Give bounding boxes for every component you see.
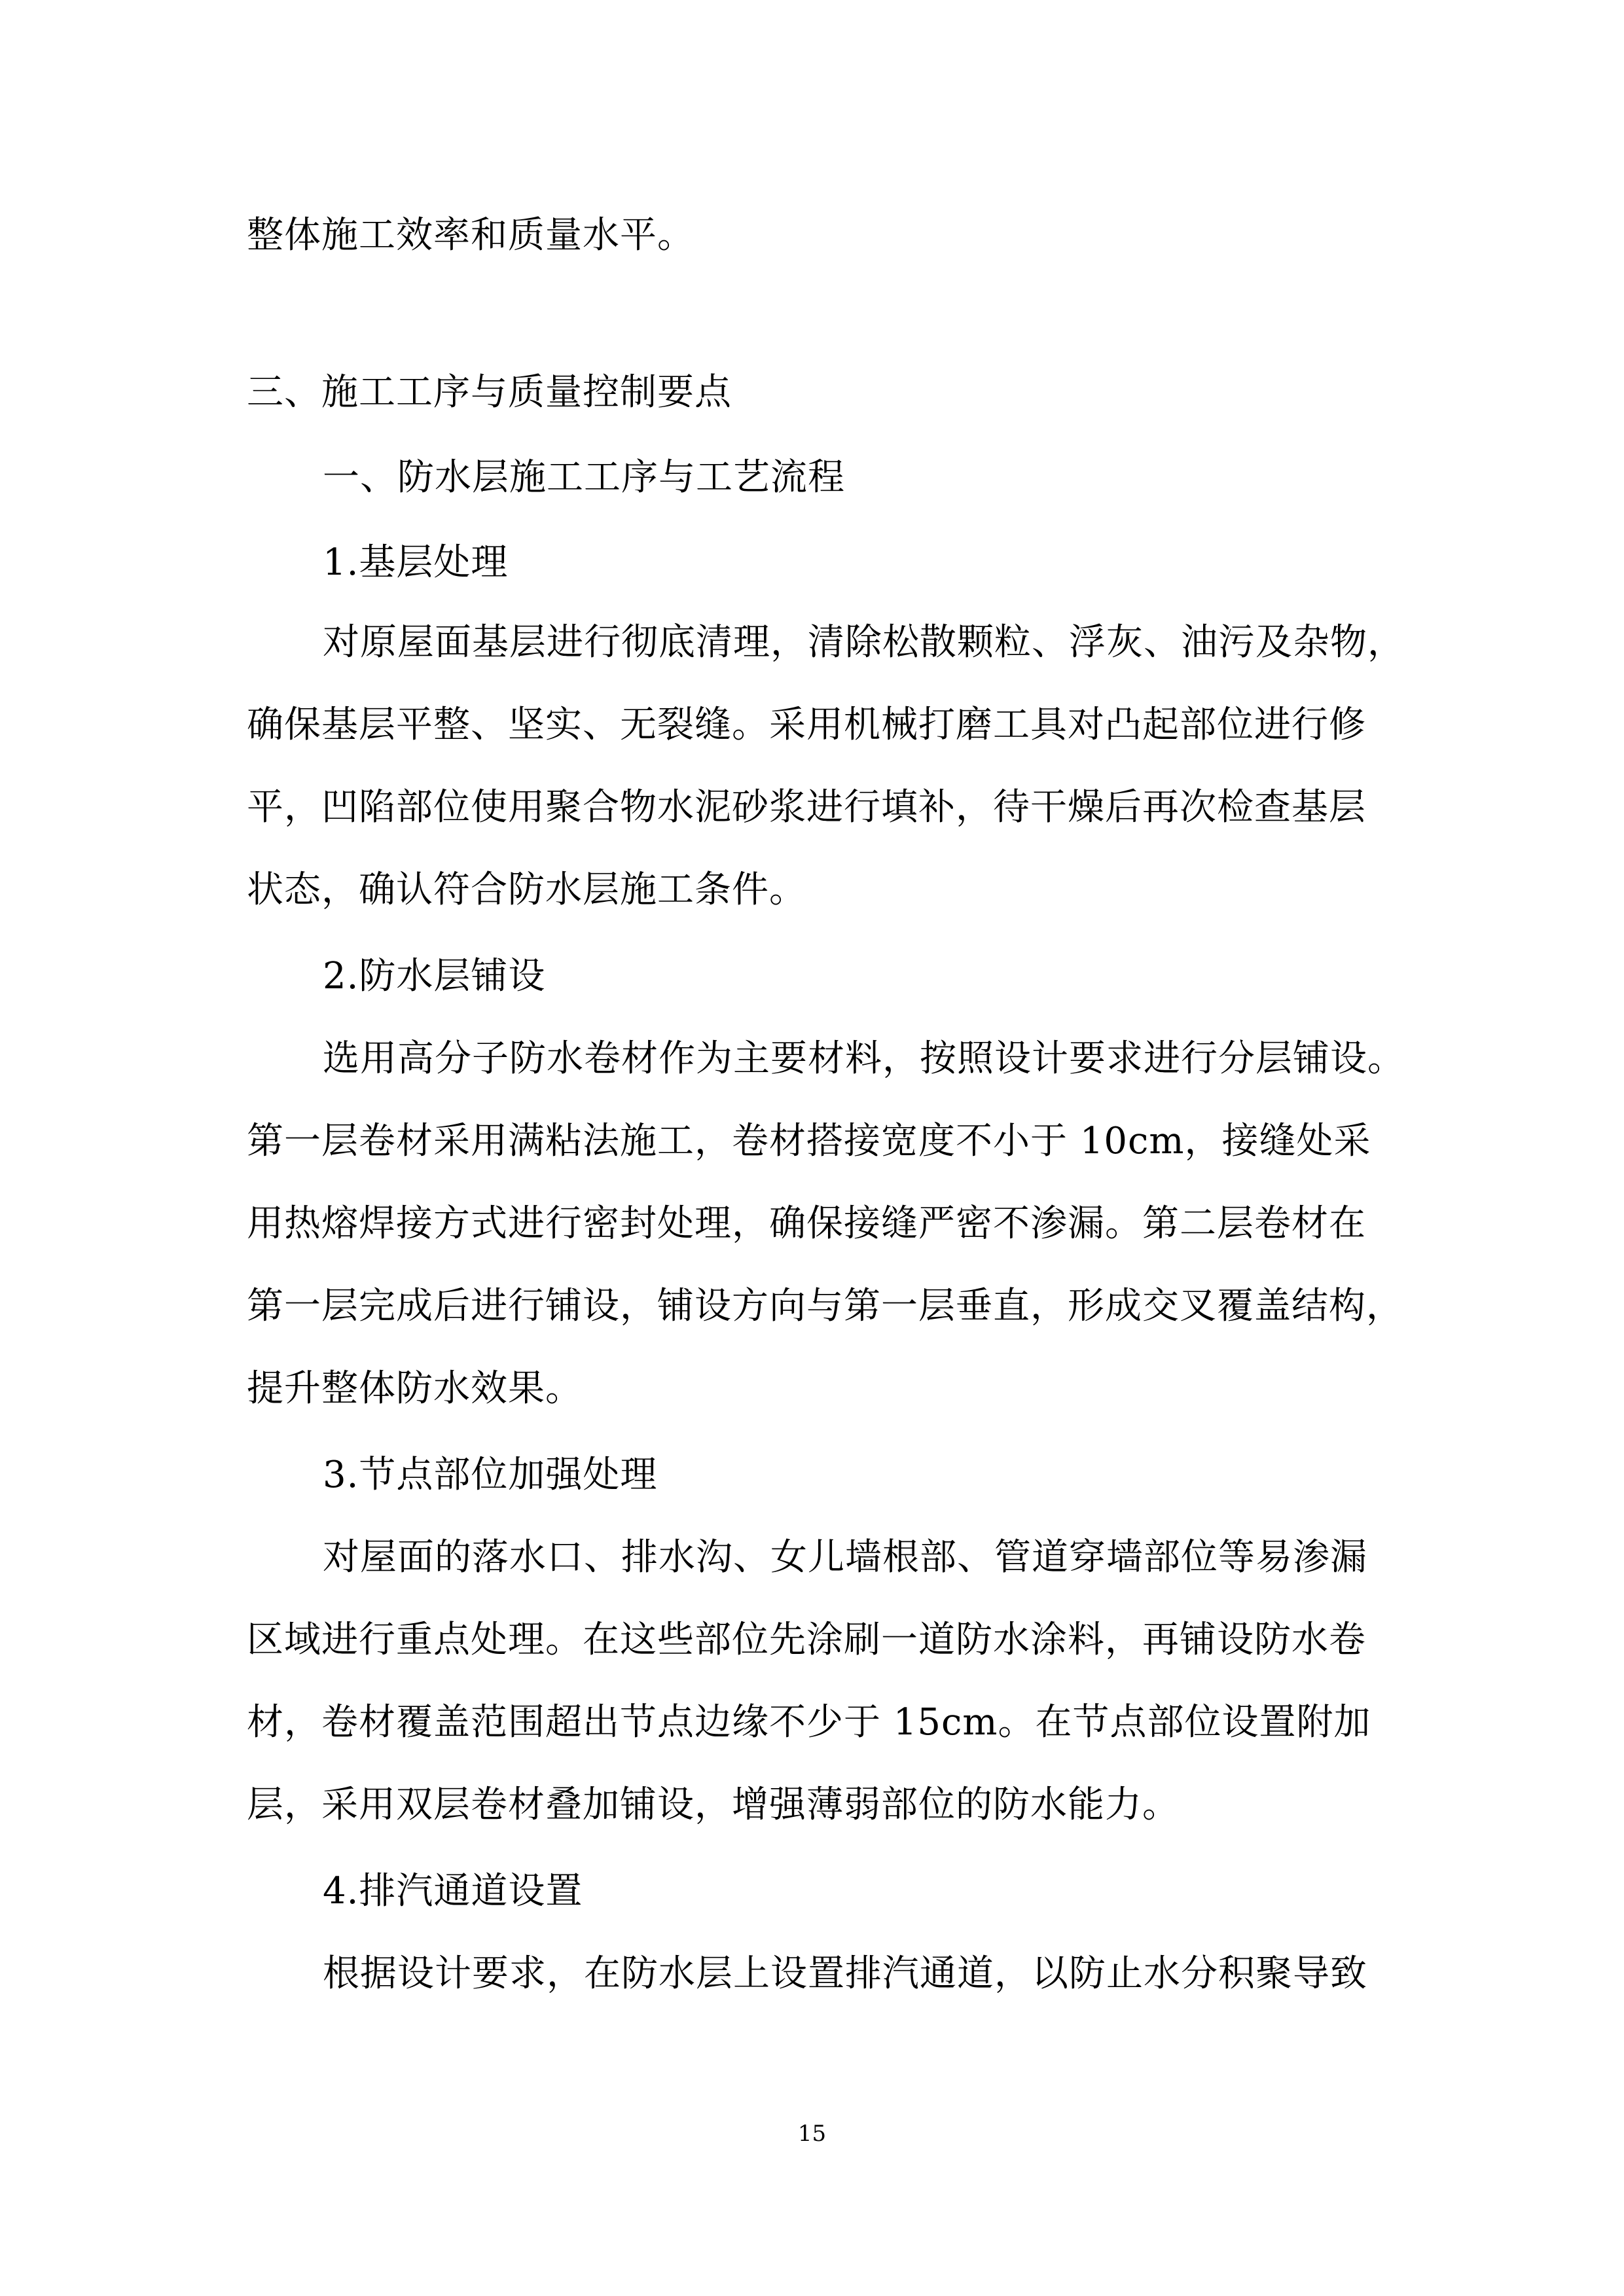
item-2-line-4: 第一层完成后进行铺设，铺设方向与第一层垂直，形成交叉覆盖结构，: [247, 1285, 1403, 1327]
item-3-line-1: 对屋面的落水口、排水沟、女儿墙根部、管道穿墙部位等易渗漏: [323, 1536, 1367, 1579]
item-3-heading: 3.节点部位加强处理: [323, 1454, 658, 1496]
item-2-line-1: 选用高分子防水卷材作为主要材料，按照设计要求进行分层铺设。: [323, 1037, 1405, 1080]
item-1-line-3: 平，凹陷部位使用聚合物水泥砂浆进行填补，待干燥后再次检查基层: [247, 786, 1366, 829]
item-3-line-3: 材，卷材覆盖范围超出节点边缘不少于 15cm。在节点部位设置附加: [247, 1701, 1371, 1744]
subsection-heading: 一、防水层施工工序与工艺流程: [323, 456, 845, 499]
item-1-line-2: 确保基层平整、坚实、无裂缝。采用机械打磨工具对凸起部位进行修: [247, 704, 1366, 746]
item-3-line-2: 区域进行重点处理。在这些部位先涂刷一道防水涂料，再铺设防水卷: [247, 1619, 1366, 1661]
item-2-line-5: 提升整体防水效果。: [247, 1367, 583, 1410]
item-2-heading: 2.防水层铺设: [323, 955, 546, 997]
item-3-line-4: 层，采用双层卷材叠加铺设，增强薄弱部位的防水能力。: [247, 1784, 1180, 1826]
item-2-line-3: 用热熔焊接方式进行密封处理，确保接缝严密不渗漏。第二层卷材在: [247, 1202, 1366, 1245]
item-1-line-4: 状态，确认符合防水层施工条件。: [247, 869, 806, 911]
item-4-line-1: 根据设计要求，在防水层上设置排汽通道，以防止水分积聚导致: [323, 1952, 1367, 1995]
item-2-line-2: 第一层卷材采用满粘法施工，卷材搭接宽度不小于 10cm，接缝处采: [247, 1120, 1371, 1162]
section-heading: 三、施工工序与质量控制要点: [247, 371, 732, 414]
item-1-line-1: 对原屋面基层进行彻底清理，清除松散颗粒、浮灰、油污及杂物，: [323, 621, 1405, 664]
item-1-heading: 1.基层处理: [323, 541, 509, 584]
item-4-heading: 4.排汽通道设置: [323, 1870, 583, 1912]
paragraph-continuation: 整体施工效率和质量水平。: [247, 214, 695, 257]
page-number: 15: [797, 2121, 827, 2147]
